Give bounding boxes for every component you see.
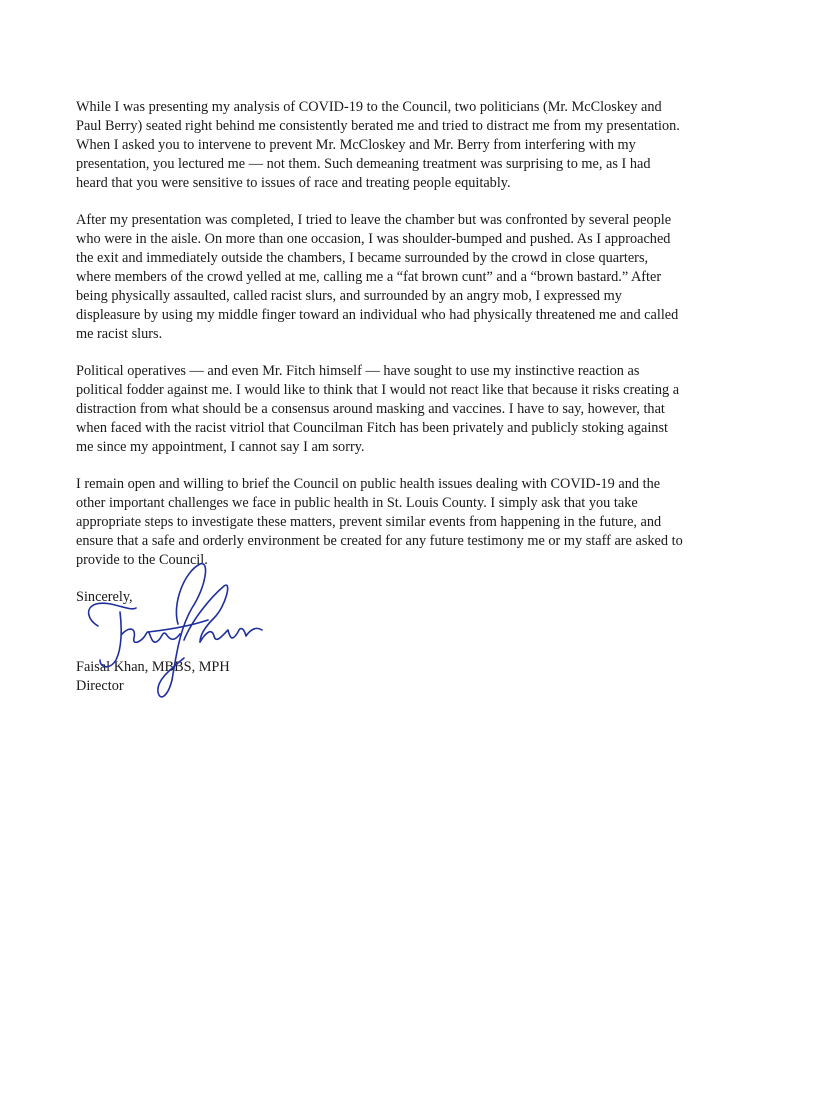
handwritten-signature: [80, 556, 280, 716]
letter-body: [76, 98, 752, 607]
paragraph-2-line: the exit and immediately outside the chambers, I became surrounded by the crowd in close quarters,: [76, 250, 649, 266]
paragraph-3: [76, 362, 752, 457]
paragraph-4-line: other important challenges we face in public health in St. Louis County. I simply ask that you take: [76, 495, 638, 511]
paragraph-2-line: me racist slurs.: [76, 326, 163, 342]
signer-name: Faisal Khan, MBBS, MPH: [76, 659, 230, 675]
paragraph-3-line: me since my appointment, I cannot say I am sorry.: [76, 439, 365, 455]
paragraph-3-line: when faced with the racist vitriol that Councilman Fitch has been privately and publicly stoking against: [76, 420, 668, 436]
closing-salutation: Sincerely,: [76, 589, 133, 605]
paragraph-1-line: Paul Berry) seated right behind me consistently berated me and tried to distract me from my presentation.: [76, 118, 680, 134]
paragraph-1: [76, 98, 752, 193]
paragraph-2-line: being physically assaulted, called racist slurs, and surrounded by an angry mob, I expressed my: [76, 288, 622, 304]
paragraph-3-line: political fodder against me. I would like to think that I would not react like that because it risks creating a: [76, 382, 680, 398]
paragraph-1-line: While I was presenting my analysis of COVID-19 to the Council, two politicians (Mr. McCloskey and: [76, 99, 662, 115]
paragraph-1-line: presentation, you lectured me — not them. Such demeaning treatment was surprising to me, as I had: [76, 156, 651, 172]
paragraph-4-line: ensure that a safe and orderly environment be created for any future testimony me or my staff are asked to: [76, 533, 683, 549]
paragraph-4-line: I remain open and willing to brief the Council on public health issues dealing with COVID-19 and the: [76, 476, 661, 492]
paragraph-1-line: heard that you were sensitive to issues of race and treating people equitably.: [76, 175, 511, 191]
paragraph-2-line: displeasure by using my middle finger toward an individual who had physically threatened me and called: [76, 307, 679, 323]
paragraph-4-line: appropriate steps to investigate these matters, prevent similar events from happening in the future, and: [76, 514, 662, 530]
paragraph-3-line: distraction from what should be a consensus around masking and vaccines. I have to say, however, that: [76, 401, 665, 417]
paragraph-4-line: provide to the Council.: [76, 552, 208, 568]
paragraph-2: [76, 211, 752, 344]
paragraph-3-line: Political operatives — and even Mr. Fitch himself — have sought to use my instinctive reaction as: [76, 363, 640, 379]
paragraph-2-line: where members of the crowd yelled at me, calling me a “fat brown cunt” and a “brown bastard.” After: [76, 269, 662, 285]
paragraph-1-line: When I asked you to intervene to prevent Mr. McCloskey and Mr. Berry from interfering with my: [76, 137, 636, 153]
paragraph-2-line: who were in the aisle. On more than one occasion, I was shoulder-bumped and pushed. As I approached: [76, 231, 671, 247]
paragraph-2-line: After my presentation was completed, I tried to leave the chamber but was confronted by several people: [76, 212, 672, 228]
signer-title: Director: [76, 678, 124, 694]
